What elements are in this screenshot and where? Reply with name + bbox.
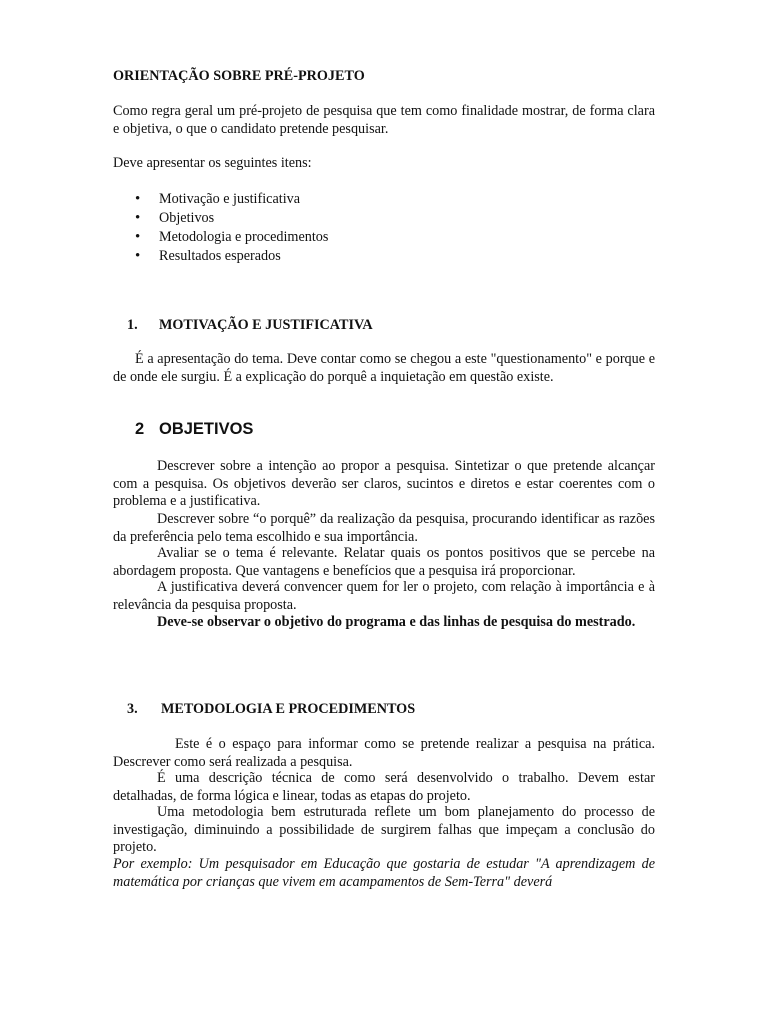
section-2-heading xyxy=(113,421,655,439)
section-2-paragraph: Descrever sobre a intenção ao propor a pesquisa. Sintetizar o que pretende alcançar com a pesquisa. Os objetivos deverão ser claros, sucintos e diretos e estar coerentes com o problema e a justificativa. xyxy=(113,458,655,509)
section-2-paragraph: A justificativa deverá convencer quem for ler o projeto, com relação à importância e à relevância da pesquisa proposta. xyxy=(113,579,655,613)
section-2-title: OBJETIVOS xyxy=(159,420,254,438)
list-item: • Metodologia e procedimentos xyxy=(113,228,328,247)
document-title: ORIENTAÇÃO SOBRE PRÉ-PROJETO xyxy=(113,68,365,84)
section-1-text: É a apresentação do tema. Deve contar como se chegou a este "questionamento" e porque e de onde ele surgiu. É a explicação do porquê a inquietação em questão existe. xyxy=(113,351,655,385)
section-2-number: 2 xyxy=(135,420,145,438)
list-item: • Resultados esperados xyxy=(113,247,328,266)
section-3-paragraph: Uma metodologia bem estruturada reflete um bom planejamento do processo de investigação, diminuindo a possibilidade de surgirem falhas que impeçam a conclusão do projeto. xyxy=(113,804,655,855)
section-1-heading xyxy=(113,317,655,335)
section-2-emphasis: Deve-se observar o objetivo do programa e das linhas de pesquisa do mestrado. xyxy=(157,614,636,630)
section-3-title: METODOLOGIA E PROCEDIMENTOS xyxy=(161,701,416,717)
section-2-paragraph: Avaliar se o tema é relevante. Relatar quais os pontos positivos que se percebe na abordagem proposta. Que vantagens e benefícios que a pesquisa irá proporcionar. xyxy=(113,545,655,579)
section-1-number: 1. xyxy=(127,317,138,333)
list-intro: Deve apresentar os seguintes itens: xyxy=(113,155,312,171)
items-list xyxy=(113,190,328,266)
section-3-number: 3. xyxy=(127,701,138,717)
list-item: • Motivação e justificativa xyxy=(113,190,328,209)
intro-paragraph: Como regra geral um pré-projeto de pesquisa que tem como finalidade mostrar, de forma clara e objetiva, o que o candidato pretende pesquisar. xyxy=(113,103,655,137)
section-1-title: MOTIVAÇÃO E JUSTIFICATIVA xyxy=(159,317,373,333)
section-3-example: Por exemplo: Um pesquisador em Educação que gostaria de estudar "A aprendizagem de matemática por crianças que vivem em acampamentos de Sem-Terra" deverá xyxy=(113,856,655,890)
section-2-paragraph: Descrever sobre “o porquê” da realização da pesquisa, procurando identificar as razões da preferência pelo tema escolhido e sua importância. xyxy=(113,511,655,545)
section-3-paragraph: É uma descrição técnica de como será desenvolvido o trabalho. Devem estar detalhadas, de forma lógica e linear, todas as etapas do projeto. xyxy=(113,770,655,804)
section-3-paragraph: Este é o espaço para informar como se pretende realizar a pesquisa na prática. Descrever como será realizada a pesquisa. xyxy=(113,736,655,770)
list-item: • Objetivos xyxy=(113,209,328,228)
section-3-heading xyxy=(113,701,655,719)
